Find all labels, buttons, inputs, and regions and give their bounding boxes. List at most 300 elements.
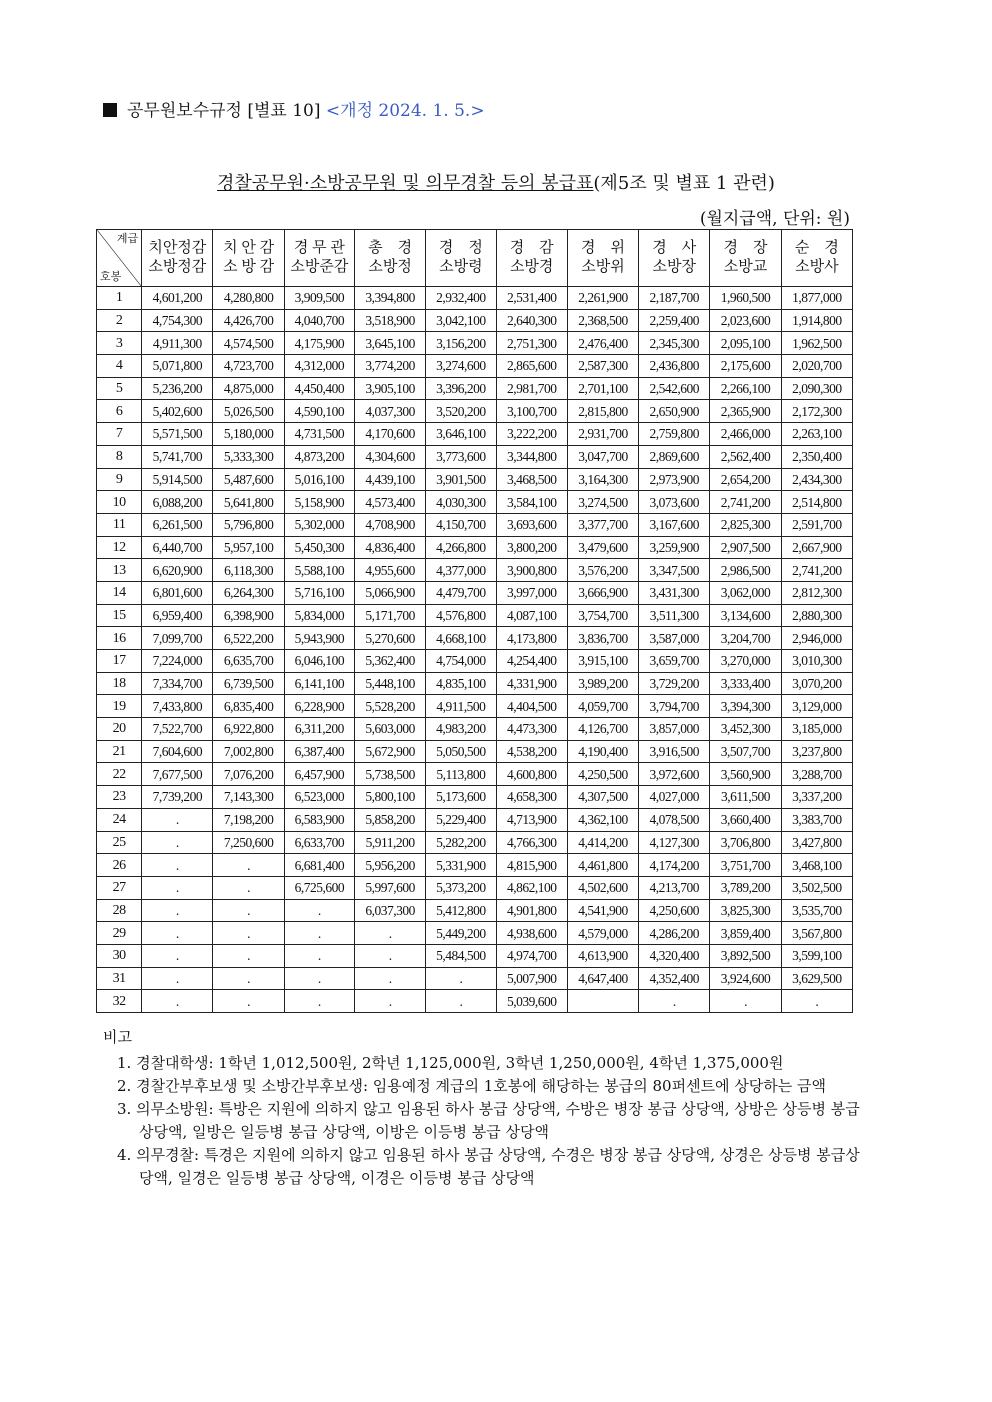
rank-header-4 — [355, 230, 426, 287]
salary-cell: 6,725,600 — [284, 876, 354, 899]
salary-cell: 3,377,700 — [567, 513, 638, 536]
salary-cell: 4,414,200 — [567, 831, 638, 854]
salary-cell: 3,972,600 — [639, 763, 710, 786]
salary-cell: 4,078,500 — [639, 808, 710, 831]
salary-cell: 3,892,500 — [710, 944, 781, 967]
salary-cell: 4,461,800 — [567, 854, 638, 877]
salary-cell: 3,611,500 — [710, 786, 781, 809]
step-number: 9 — [97, 468, 142, 491]
salary-cell: . — [284, 967, 354, 990]
police-rank: 총 경 — [368, 240, 413, 256]
table-row — [97, 740, 853, 763]
step-number: 2 — [97, 309, 142, 332]
salary-cell — [567, 990, 638, 1013]
salary-cell: 2,514,800 — [781, 491, 852, 514]
salary-cell: 5,448,100 — [355, 672, 426, 695]
salary-cell: . — [213, 876, 284, 899]
salary-cell: 5,066,900 — [355, 581, 426, 604]
salary-cell: 4,352,400 — [639, 967, 710, 990]
step-number: 11 — [97, 513, 142, 536]
salary-cell: . — [142, 899, 213, 922]
salary-cell: 5,603,000 — [355, 718, 426, 741]
table-row — [97, 468, 853, 491]
salary-cell: 7,143,300 — [213, 786, 284, 809]
police-rank: 경 사 — [652, 240, 697, 256]
table-row — [97, 650, 853, 673]
table-body — [97, 287, 853, 1013]
salary-cell: 4,538,200 — [496, 740, 567, 763]
salary-cell: 3,396,200 — [426, 377, 496, 400]
salary-cell: 4,600,800 — [496, 763, 567, 786]
salary-cell: 4,170,600 — [355, 423, 426, 446]
salary-cell: 5,914,500 — [142, 468, 213, 491]
step-number: 23 — [97, 786, 142, 809]
salary-table — [96, 229, 853, 1013]
salary-cell: 6,037,300 — [355, 899, 426, 922]
table-row — [97, 559, 853, 582]
salary-cell: 3,584,100 — [496, 491, 567, 514]
corner-rank-label: 계급 — [116, 233, 139, 245]
salary-cell: 4,150,700 — [426, 513, 496, 536]
salary-cell: 2,350,400 — [781, 445, 852, 468]
salary-cell: 4,320,400 — [639, 944, 710, 967]
salary-cell: 4,873,200 — [284, 445, 354, 468]
rank-header-8 — [639, 230, 710, 287]
salary-cell: 4,590,100 — [284, 400, 354, 423]
salary-cell: 5,956,200 — [355, 854, 426, 877]
salary-cell: 3,859,400 — [710, 922, 781, 945]
table-row — [97, 287, 853, 310]
salary-cell: . — [213, 967, 284, 990]
salary-cell: . — [142, 854, 213, 877]
table-row — [97, 604, 853, 627]
notes-section — [103, 1026, 863, 1190]
table-row — [97, 876, 853, 899]
salary-cell: 3,706,800 — [710, 831, 781, 854]
table-row — [97, 944, 853, 967]
salary-cell: 2,931,700 — [567, 423, 638, 446]
salary-cell: 4,573,400 — [355, 491, 426, 514]
notes-list — [103, 1052, 863, 1190]
salary-cell: 7,250,600 — [213, 831, 284, 854]
salary-cell: . — [710, 990, 781, 1013]
salary-cell: 4,723,700 — [213, 355, 284, 378]
salary-cell: 5,362,400 — [355, 650, 426, 673]
salary-cell: 4,030,300 — [426, 491, 496, 514]
fire-rank: 소방교 — [723, 259, 768, 275]
salary-cell: 4,815,900 — [496, 854, 567, 877]
rank-header-5 — [426, 230, 496, 287]
salary-cell: . — [213, 899, 284, 922]
step-number: 1 — [97, 287, 142, 310]
salary-cell: 5,997,600 — [355, 876, 426, 899]
step-number: 24 — [97, 808, 142, 831]
salary-cell: 4,901,800 — [496, 899, 567, 922]
step-number: 17 — [97, 650, 142, 673]
salary-cell: 5,450,300 — [284, 536, 354, 559]
table-row — [97, 695, 853, 718]
unit-note: (월지급액, 단위: 원) — [699, 209, 850, 229]
salary-cell: . — [142, 831, 213, 854]
salary-cell: . — [142, 808, 213, 831]
police-rank: 경 정 — [438, 240, 483, 256]
rank-header-2 — [213, 230, 284, 287]
salary-cell: . — [213, 990, 284, 1013]
salary-cell: 5,270,600 — [355, 627, 426, 650]
salary-cell: 3,836,700 — [567, 627, 638, 650]
salary-cell: 4,875,000 — [213, 377, 284, 400]
salary-cell: 5,026,500 — [213, 400, 284, 423]
salary-cell: 3,560,900 — [710, 763, 781, 786]
salary-cell: 1,914,800 — [781, 309, 852, 332]
salary-cell: 3,924,600 — [710, 967, 781, 990]
salary-cell: 5,373,200 — [426, 876, 496, 899]
salary-cell: 2,090,300 — [781, 377, 852, 400]
salary-cell: 6,440,700 — [142, 536, 213, 559]
salary-cell: 4,502,600 — [567, 876, 638, 899]
salary-cell: 4,280,800 — [213, 287, 284, 310]
salary-cell: 2,973,900 — [639, 468, 710, 491]
salary-cell: 4,862,100 — [496, 876, 567, 899]
salary-cell: 2,759,800 — [639, 423, 710, 446]
salary-cell: 2,932,400 — [426, 287, 496, 310]
salary-cell: 7,677,500 — [142, 763, 213, 786]
salary-cell: 4,974,700 — [496, 944, 567, 967]
salary-cell: 5,282,200 — [426, 831, 496, 854]
salary-cell: 6,633,700 — [284, 831, 354, 854]
table-row — [97, 513, 853, 536]
salary-cell: . — [426, 990, 496, 1013]
salary-cell: 3,535,700 — [781, 899, 852, 922]
salary-cell: 2,266,100 — [710, 377, 781, 400]
table-row — [97, 786, 853, 809]
salary-cell: 4,331,900 — [496, 672, 567, 695]
salary-cell: 3,518,900 — [355, 309, 426, 332]
salary-cell: 3,659,700 — [639, 650, 710, 673]
salary-cell: 2,812,300 — [781, 581, 852, 604]
salary-cell: 4,574,500 — [213, 332, 284, 355]
step-number: 30 — [97, 944, 142, 967]
salary-cell: 7,224,000 — [142, 650, 213, 673]
salary-cell: 3,773,600 — [426, 445, 496, 468]
salary-cell: 5,911,200 — [355, 831, 426, 854]
salary-cell: 6,739,500 — [213, 672, 284, 695]
salary-cell: 3,794,700 — [639, 695, 710, 718]
salary-cell: 2,466,000 — [710, 423, 781, 446]
salary-cell: 5,158,900 — [284, 491, 354, 514]
salary-cell: 4,250,600 — [639, 899, 710, 922]
salary-cell: 4,087,100 — [496, 604, 567, 627]
salary-cell: 2,981,700 — [496, 377, 567, 400]
salary-cell: . — [213, 922, 284, 945]
salary-cell: 4,213,700 — [639, 876, 710, 899]
salary-cell: 4,404,500 — [496, 695, 567, 718]
salary-cell: 4,126,700 — [567, 718, 638, 741]
step-number: 13 — [97, 559, 142, 582]
salary-cell: 4,479,700 — [426, 581, 496, 604]
corner-cell — [97, 230, 142, 287]
salary-cell: . — [355, 922, 426, 945]
note-item: 2. 경찰간부후보생 및 소방간부후보생: 임용예정 계급의 1호봉에 해당하는 봉급의 80퍼센트에 상당하는 금액 — [117, 1077, 827, 1095]
salary-cell: 6,922,800 — [213, 718, 284, 741]
salary-cell: 2,640,300 — [496, 309, 567, 332]
salary-cell: 7,522,700 — [142, 718, 213, 741]
salary-cell: 5,302,000 — [284, 513, 354, 536]
salary-cell: 2,562,400 — [710, 445, 781, 468]
salary-cell: 5,050,500 — [426, 740, 496, 763]
salary-cell: 2,986,500 — [710, 559, 781, 582]
salary-cell: 5,957,100 — [213, 536, 284, 559]
salary-cell: 5,171,700 — [355, 604, 426, 627]
salary-cell: 4,731,500 — [284, 423, 354, 446]
salary-cell: 4,754,000 — [426, 650, 496, 673]
salary-cell: 4,613,900 — [567, 944, 638, 967]
salary-cell: 5,016,100 — [284, 468, 354, 491]
salary-cell: 3,729,200 — [639, 672, 710, 695]
salary-cell: . — [781, 990, 852, 1013]
salary-cell: 3,452,300 — [710, 718, 781, 741]
salary-cell: 5,071,800 — [142, 355, 213, 378]
salary-cell: 4,040,700 — [284, 309, 354, 332]
step-number: 5 — [97, 377, 142, 400]
salary-cell: 2,368,500 — [567, 309, 638, 332]
rank-header-7 — [567, 230, 638, 287]
salary-cell: 4,027,000 — [639, 786, 710, 809]
salary-cell: 6,959,400 — [142, 604, 213, 627]
salary-cell: 3,204,700 — [710, 627, 781, 650]
salary-cell: 2,825,300 — [710, 513, 781, 536]
salary-cell: 7,334,700 — [142, 672, 213, 695]
salary-cell: 3,587,000 — [639, 627, 710, 650]
table-row — [97, 536, 853, 559]
salary-cell: 3,383,700 — [781, 808, 852, 831]
salary-cell: 7,739,200 — [142, 786, 213, 809]
salary-cell: 3,629,500 — [781, 967, 852, 990]
salary-cell: 7,198,200 — [213, 808, 284, 831]
rank-header-6 — [496, 230, 567, 287]
rank-header-1 — [142, 230, 213, 287]
salary-cell: 2,865,600 — [496, 355, 567, 378]
salary-cell: 6,681,400 — [284, 854, 354, 877]
police-rank: 치 안 감 — [223, 240, 275, 256]
salary-cell: 3,288,700 — [781, 763, 852, 786]
police-rank: 경 감 — [509, 240, 554, 256]
salary-cell: 4,576,800 — [426, 604, 496, 627]
salary-cell: 2,542,600 — [639, 377, 710, 400]
salary-cell: 3,989,200 — [567, 672, 638, 695]
salary-cell: 3,337,200 — [781, 786, 852, 809]
step-number: 7 — [97, 423, 142, 446]
step-number: 27 — [97, 876, 142, 899]
salary-cell: 2,946,000 — [781, 627, 852, 650]
salary-cell: 4,059,700 — [567, 695, 638, 718]
fire-rank: 소방장 — [652, 259, 696, 275]
salary-cell: 5,943,900 — [284, 627, 354, 650]
table-row — [97, 899, 853, 922]
salary-cell: 4,708,900 — [355, 513, 426, 536]
salary-cell: 5,858,200 — [355, 808, 426, 831]
salary-cell: 4,836,400 — [355, 536, 426, 559]
salary-cell: 2,869,600 — [639, 445, 710, 468]
salary-cell: 4,911,500 — [426, 695, 496, 718]
table-title-main: 경찰공무원·소방공무원 및 의무경찰 등의 봉급표 — [217, 173, 594, 194]
salary-cell: 6,088,200 — [142, 491, 213, 514]
salary-cell: 5,588,100 — [284, 559, 354, 582]
salary-cell: 2,345,300 — [639, 332, 710, 355]
salary-cell: . — [213, 944, 284, 967]
salary-cell: 2,654,200 — [710, 468, 781, 491]
step-number: 28 — [97, 899, 142, 922]
salary-cell: 2,741,200 — [781, 559, 852, 582]
salary-cell: 4,127,300 — [639, 831, 710, 854]
police-rank: 경 무 관 — [293, 240, 345, 256]
regulation-label: 공무원보수규정 [별표 10] — [127, 101, 321, 121]
amendment-note[interactable]: <개정 2024. 1. 5.> — [325, 101, 485, 121]
salary-cell: 3,774,200 — [355, 355, 426, 378]
salary-cell: 3,468,100 — [781, 854, 852, 877]
salary-cell: 4,647,400 — [567, 967, 638, 990]
salary-cell: 4,579,000 — [567, 922, 638, 945]
salary-cell: . — [355, 990, 426, 1013]
salary-cell: 4,541,900 — [567, 899, 638, 922]
salary-cell: . — [142, 944, 213, 967]
salary-cell: 3,010,300 — [781, 650, 852, 673]
salary-cell: 1,962,500 — [781, 332, 852, 355]
salary-cell: 3,259,900 — [639, 536, 710, 559]
salary-cell: 3,237,800 — [781, 740, 852, 763]
salary-cell: 6,387,400 — [284, 740, 354, 763]
salary-cell: 5,039,600 — [496, 990, 567, 1013]
salary-cell: 5,672,900 — [355, 740, 426, 763]
salary-cell: . — [213, 854, 284, 877]
salary-cell: 3,073,600 — [639, 491, 710, 514]
salary-cell: 4,439,100 — [355, 468, 426, 491]
fire-rank: 소방정감 — [148, 259, 207, 275]
salary-cell: 3,567,800 — [781, 922, 852, 945]
step-number: 15 — [97, 604, 142, 627]
salary-cell: 3,901,500 — [426, 468, 496, 491]
salary-cell: 2,263,100 — [781, 423, 852, 446]
salary-cell: 2,701,100 — [567, 377, 638, 400]
step-number: 22 — [97, 763, 142, 786]
salary-cell: 2,751,300 — [496, 332, 567, 355]
salary-cell: 3,754,700 — [567, 604, 638, 627]
salary-cell: 1,960,500 — [710, 287, 781, 310]
salary-cell: 5,487,600 — [213, 468, 284, 491]
salary-cell: . — [142, 876, 213, 899]
salary-cell: 2,095,100 — [710, 332, 781, 355]
salary-cell: 3,185,000 — [781, 718, 852, 741]
salary-cell: 5,229,400 — [426, 808, 496, 831]
salary-cell: 4,174,200 — [639, 854, 710, 877]
step-number: 21 — [97, 740, 142, 763]
salary-cell: 7,604,600 — [142, 740, 213, 763]
salary-cell: 2,815,800 — [567, 400, 638, 423]
salary-cell: 3,047,700 — [567, 445, 638, 468]
salary-cell: 3,431,300 — [639, 581, 710, 604]
salary-cell: 7,076,200 — [213, 763, 284, 786]
salary-cell: 4,450,400 — [284, 377, 354, 400]
step-number: 26 — [97, 854, 142, 877]
salary-cell: 3,660,400 — [710, 808, 781, 831]
salary-cell: 3,070,200 — [781, 672, 852, 695]
fire-rank: 소 방 감 — [223, 259, 275, 275]
fire-rank: 소방사 — [795, 259, 839, 275]
salary-cell: 3,825,300 — [710, 899, 781, 922]
salary-cell: 3,222,200 — [496, 423, 567, 446]
salary-cell: 6,523,000 — [284, 786, 354, 809]
step-number: 20 — [97, 718, 142, 741]
step-number: 29 — [97, 922, 142, 945]
table-row — [97, 581, 853, 604]
salary-cell: 4,754,300 — [142, 309, 213, 332]
regulation-header — [103, 96, 485, 121]
salary-cell: 4,713,900 — [496, 808, 567, 831]
salary-cell: 5,796,800 — [213, 513, 284, 536]
salary-cell: . — [284, 990, 354, 1013]
salary-cell: 6,522,200 — [213, 627, 284, 650]
table-row — [97, 763, 853, 786]
table-title-suffix: (제5조 및 별표 1 관련) — [593, 173, 775, 194]
salary-cell: . — [142, 967, 213, 990]
salary-cell: . — [355, 944, 426, 967]
salary-cell: . — [142, 922, 213, 945]
salary-cell: 4,362,100 — [567, 808, 638, 831]
salary-cell: 7,099,700 — [142, 627, 213, 650]
salary-cell: 2,172,300 — [781, 400, 852, 423]
step-number: 31 — [97, 967, 142, 990]
table-row — [97, 445, 853, 468]
salary-cell: 4,658,300 — [496, 786, 567, 809]
salary-cell: 4,835,100 — [426, 672, 496, 695]
salary-cell: 2,587,300 — [567, 355, 638, 378]
salary-cell: 5,333,300 — [213, 445, 284, 468]
salary-cell: 2,531,400 — [496, 287, 567, 310]
salary-cell: 3,134,600 — [710, 604, 781, 627]
salary-cell: 5,641,800 — [213, 491, 284, 514]
salary-cell: . — [142, 990, 213, 1013]
salary-cell: 5,571,500 — [142, 423, 213, 446]
salary-cell: 6,264,300 — [213, 581, 284, 604]
salary-cell: 6,118,300 — [213, 559, 284, 582]
salary-cell: 3,042,100 — [426, 309, 496, 332]
rank-header-9 — [710, 230, 781, 287]
salary-cell: 4,668,100 — [426, 627, 496, 650]
salary-cell: 6,046,100 — [284, 650, 354, 673]
salary-cell: 4,426,700 — [213, 309, 284, 332]
salary-cell: 4,266,800 — [426, 536, 496, 559]
salary-cell: 4,601,200 — [142, 287, 213, 310]
salary-cell: . — [284, 899, 354, 922]
salary-cell: 3,507,700 — [710, 740, 781, 763]
note-item: 1. 경찰대학생: 1학년 1,012,500원, 2학년 1,125,000원, 3학년 1,250,000원, 4학년 1,375,000원 — [117, 1054, 784, 1072]
salary-cell: 6,635,700 — [213, 650, 284, 673]
salary-cell: 4,254,400 — [496, 650, 567, 673]
note-item: 4. 의무경찰: 특경은 지원에 의하지 않고 임용된 하사 봉급 상당액, 수경은 병장 봉급 상당액, 상경은 상등병 봉급상당액, 일경은 일등병 봉급 상당액, 이경은 이등병 봉급 상당액 — [117, 1146, 860, 1187]
salary-cell: 4,037,300 — [355, 400, 426, 423]
step-number: 19 — [97, 695, 142, 718]
salary-cell: 3,427,800 — [781, 831, 852, 854]
table-row — [97, 332, 853, 355]
table-row — [97, 922, 853, 945]
salary-cell: 5,484,500 — [426, 944, 496, 967]
salary-cell: 3,156,200 — [426, 332, 496, 355]
salary-cell: 3,164,300 — [567, 468, 638, 491]
salary-cell: 3,915,100 — [567, 650, 638, 673]
salary-cell: 5,402,600 — [142, 400, 213, 423]
salary-cell: 4,911,300 — [142, 332, 213, 355]
salary-cell: 3,511,300 — [639, 604, 710, 627]
